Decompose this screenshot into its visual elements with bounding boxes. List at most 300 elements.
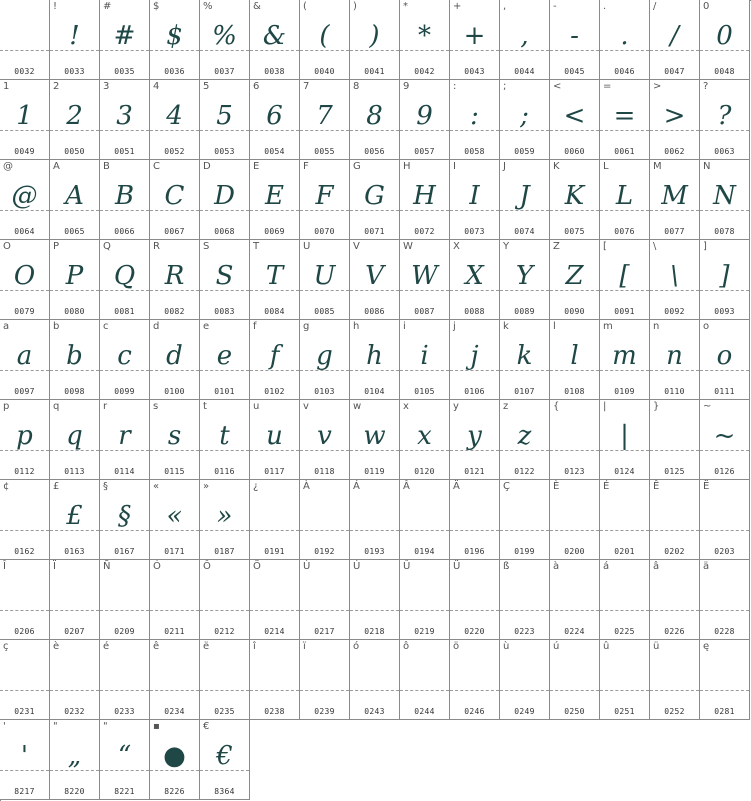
character-code: 0250 [564,707,585,716]
glyph-cell[interactable] [650,560,700,640]
glyph-preview [550,416,599,456]
glyph-cell[interactable] [300,480,350,560]
glyph-preview [250,496,299,536]
glyph-preview: y [467,421,482,451]
glyph-preview [100,576,149,616]
glyph-preview: % [212,21,237,51]
glyph-cell[interactable] [50,560,100,640]
glyph-cell[interactable] [150,240,200,320]
glyph-cell[interactable] [50,80,100,160]
glyph-cell[interactable] [600,0,650,80]
character-label: < [553,81,562,92]
glyph-cell[interactable] [0,0,50,80]
character-label: « [153,481,160,492]
glyph-cell[interactable] [700,240,750,320]
character-code: 0050 [64,147,85,156]
glyph-preview: T [265,261,284,291]
character-code: 0234 [164,707,185,716]
character-label: Ô [203,561,211,572]
glyph-cell[interactable] [650,400,700,480]
character-label: } [653,401,660,412]
glyph-cell[interactable] [350,560,400,640]
character-code: 0067 [164,227,185,236]
glyph-preview: e [216,341,233,371]
character-label: » [203,481,210,492]
glyph-preview: h [366,341,383,371]
glyph-cell[interactable] [250,560,300,640]
glyph-cell[interactable] [150,480,200,560]
character-label: | [603,401,607,412]
character-label: € [203,721,210,732]
glyph-cell[interactable] [600,560,650,640]
glyph-cell[interactable] [50,320,100,400]
glyph-cell[interactable] [400,320,450,400]
glyph-cell[interactable] [150,560,200,640]
character-code: 0033 [64,67,85,76]
character-label: w [353,401,362,412]
glyph-cell[interactable] [500,400,550,480]
glyph-preview [550,656,599,696]
glyph-cell[interactable] [700,320,750,400]
character-label: ) [353,1,357,12]
glyph-cell[interactable] [600,640,650,720]
glyph-cell[interactable] [450,400,500,480]
glyph-preview [500,496,549,536]
glyph-cell[interactable] [200,640,250,720]
character-code: 0114 [114,467,135,476]
glyph-preview [650,496,699,536]
character-code: 0068 [214,227,235,236]
character-label: r [103,401,108,412]
glyph-cell[interactable] [550,320,600,400]
glyph-preview: 6 [266,101,283,131]
glyph-cell[interactable] [100,480,150,560]
glyph-cell[interactable] [700,400,750,480]
glyph-cell[interactable] [100,0,150,80]
glyph-cell[interactable] [400,640,450,720]
character-code: 0076 [614,227,635,236]
character-label: û [603,641,610,652]
glyph-preview: 9 [416,101,433,131]
glyph-cell[interactable] [600,480,650,560]
glyph-cell[interactable] [550,240,600,320]
glyph-preview: W [411,261,438,291]
glyph-preview: + [463,21,486,51]
glyph-cell[interactable] [350,160,400,240]
glyph-preview: & [262,21,287,51]
glyph-cell[interactable] [700,640,750,720]
character-label: Z [553,241,560,252]
character-label: ! [53,1,58,12]
character-label: Ö [253,561,261,572]
glyph-cell[interactable] [600,160,650,240]
glyph-preview: g [316,341,333,371]
glyph-cell[interactable] [250,320,300,400]
glyph-preview: a [16,341,33,371]
glyph-cell[interactable] [450,240,500,320]
glyph-preview: P [65,261,84,291]
glyph-cell[interactable] [300,80,350,160]
character-code: 0066 [114,227,135,236]
character-code: 0069 [264,227,285,236]
glyph-cell[interactable] [50,160,100,240]
glyph-cell[interactable] [0,80,50,160]
character-code: 0239 [314,707,335,716]
glyph-cell[interactable] [200,560,250,640]
character-code: 0060 [564,147,585,156]
character-label: R [153,241,160,252]
glyph-cell[interactable] [500,160,550,240]
glyph-preview [400,656,449,696]
glyph-cell[interactable] [0,720,50,800]
glyph-cell[interactable] [650,240,700,320]
character-label: ï [303,641,306,652]
character-code: 0062 [664,147,685,156]
glyph-cell[interactable] [100,560,150,640]
glyph-cell[interactable] [350,80,400,160]
character-code: 0233 [114,707,135,716]
character-label: L [603,161,609,172]
character-code: 0058 [464,147,485,156]
character-label: M [653,161,662,172]
character-label: [ [603,241,607,252]
glyph-cell[interactable] [100,400,150,480]
glyph-cell[interactable] [350,0,400,80]
glyph-cell[interactable] [250,0,300,80]
glyph-cell[interactable] [350,400,400,480]
glyph-cell[interactable] [400,0,450,80]
glyph-cell[interactable] [0,480,50,560]
glyph-cell[interactable] [400,400,450,480]
character-label: Ü [453,561,461,572]
character-label: ú [553,641,560,652]
character-label: X [453,241,460,252]
glyph-cell[interactable] [650,80,700,160]
character-code: 0194 [414,547,435,556]
character-label: = [603,81,612,92]
character-code: 0120 [414,467,435,476]
glyph-cell[interactable] [200,720,250,800]
glyph-preview: - [570,21,579,51]
glyph-preview [0,16,49,56]
glyph-preview: D [214,181,235,211]
character-code: 0281 [714,707,735,716]
character-label: Á [353,481,360,492]
glyph-preview [550,576,599,616]
character-label: ë [203,641,210,652]
glyph-cell[interactable] [350,480,400,560]
glyph-cell[interactable] [250,400,300,480]
glyph-preview: f [269,341,280,371]
character-code: 0084 [264,307,285,316]
glyph-preview: $ [166,21,183,51]
character-code: 0218 [364,627,385,636]
glyph-cell[interactable] [0,640,50,720]
character-code: 0036 [164,67,185,76]
character-label: ù [503,641,510,652]
character-label: î [253,641,256,652]
glyph-cell[interactable] [100,80,150,160]
glyph-cell[interactable] [400,80,450,160]
character-code: 0191 [264,547,285,556]
glyph-preview [450,656,499,696]
glyph-cell[interactable] [400,160,450,240]
character-code: 0101 [214,387,235,396]
glyph-preview: @ [11,181,38,211]
glyph-cell[interactable] [500,240,550,320]
character-label: Î [3,561,6,572]
glyph-preview [650,656,699,696]
glyph-cell[interactable] [100,160,150,240]
character-code: 0063 [714,147,735,156]
character-code: 0220 [464,627,485,636]
glyph-cell[interactable] [200,160,250,240]
glyph-cell[interactable] [350,640,400,720]
glyph-cell[interactable] [200,320,250,400]
glyph-preview [450,576,499,616]
glyph-cell[interactable] [100,640,150,720]
glyph-cell[interactable] [500,480,550,560]
glyph-cell[interactable] [50,720,100,800]
glyph-cell[interactable] [400,480,450,560]
glyph-cell[interactable] [50,640,100,720]
glyph-cell[interactable] [500,560,550,640]
character-code: 0049 [14,147,35,156]
character-code: 0251 [614,707,635,716]
glyph-preview: c [117,341,132,371]
character-label: Ê [653,481,660,492]
glyph-cell[interactable] [250,480,300,560]
glyph-preview: > [663,101,686,131]
character-code: 0082 [164,307,185,316]
glyph-preview [50,656,99,696]
glyph-preview [350,656,399,696]
glyph-cell[interactable] [600,80,650,160]
character-label: I [453,161,456,172]
character-label: È [553,481,560,492]
glyph-preview: B [114,181,135,211]
glyph-cell[interactable] [550,160,600,240]
glyph-preview: ] [719,261,730,291]
glyph-cell[interactable] [300,320,350,400]
character-code: 0106 [464,387,485,396]
glyph-cell[interactable] [100,320,150,400]
character-code: 0163 [64,547,85,556]
character-label: $ [153,1,160,12]
glyph-cell[interactable] [400,560,450,640]
glyph-preview: p [16,421,33,451]
glyph-preview: 2 [66,101,83,131]
glyph-cell[interactable] [550,0,600,80]
glyph-cell[interactable] [250,160,300,240]
glyph-cell[interactable] [600,240,650,320]
glyph-preview: o [716,341,733,371]
glyph-preview: 5 [216,101,233,131]
glyph-preview: Q [113,261,136,291]
glyph-cell[interactable] [450,640,500,720]
character-code: 0087 [414,307,435,316]
glyph-cell[interactable] [150,80,200,160]
character-code: 0226 [664,627,685,636]
character-label: \ [653,241,657,252]
character-label: ? [703,81,709,92]
glyph-cell[interactable] [500,80,550,160]
glyph-cell[interactable] [650,0,700,80]
character-label: " [103,721,108,732]
glyph-cell[interactable] [0,160,50,240]
glyph-cell[interactable] [150,320,200,400]
character-code: 0119 [364,467,385,476]
glyph-cell[interactable] [450,160,500,240]
glyph-cell[interactable] [550,80,600,160]
character-label: ß [503,561,510,572]
character-code: 0108 [564,387,585,396]
glyph-cell[interactable] [700,480,750,560]
glyph-cell[interactable] [300,560,350,640]
glyph-cell[interactable] [450,480,500,560]
character-label: c [103,321,109,332]
glyph-cell[interactable] [200,240,250,320]
character-code: 0092 [664,307,685,316]
glyph-preview: ~ [713,421,736,451]
glyph-cell[interactable] [50,400,100,480]
character-label: q [53,401,60,412]
glyph-cell[interactable] [50,480,100,560]
glyph-preview [700,496,749,536]
character-label: ç [3,641,9,652]
glyph-cell[interactable] [550,640,600,720]
glyph-cell[interactable] [100,240,150,320]
glyph-preview: z [517,421,532,451]
character-code: 0111 [714,387,735,396]
glyph-cell[interactable] [150,400,200,480]
glyph-preview [150,576,199,616]
glyph-cell[interactable] [650,640,700,720]
glyph-cell[interactable] [300,160,350,240]
glyph-cell[interactable] [650,160,700,240]
character-code: 0214 [264,627,285,636]
character-code: 0207 [64,627,85,636]
character-label: Ï [53,561,56,572]
character-code: 0201 [614,547,635,556]
glyph-cell[interactable] [200,480,250,560]
character-label: ] [703,241,707,252]
glyph-cell[interactable] [600,400,650,480]
glyph-cell[interactable] [300,240,350,320]
glyph-cell[interactable] [450,320,500,400]
glyph-cell[interactable] [0,320,50,400]
glyph-preview [650,576,699,616]
character-code: 0061 [614,147,635,156]
character-code: 0212 [214,627,235,636]
character-label: z [503,401,509,412]
glyph-cell[interactable] [250,640,300,720]
character-code: 0219 [414,627,435,636]
glyph-cell[interactable] [700,80,750,160]
glyph-preview [700,656,749,696]
glyph-cell[interactable] [700,160,750,240]
character-label: t [203,401,207,412]
character-label: K [553,161,560,172]
glyph-cell[interactable] [600,320,650,400]
glyph-cell[interactable] [150,0,200,80]
glyph-cell[interactable] [50,0,100,80]
character-code: 0192 [314,547,335,556]
character-label: ▪ [153,721,160,732]
glyph-cell[interactable] [450,80,500,160]
character-code: 0088 [464,307,485,316]
glyph-cell[interactable] [150,160,200,240]
glyph-cell[interactable] [100,720,150,800]
glyph-cell[interactable] [200,0,250,80]
glyph-preview: M [661,181,688,211]
glyph-cell[interactable] [150,640,200,720]
glyph-cell[interactable] [0,560,50,640]
glyph-cell[interactable] [450,0,500,80]
character-code: 0228 [714,627,735,636]
glyph-cell[interactable] [650,480,700,560]
character-label: # [103,1,112,12]
character-label: d [153,321,160,332]
glyph-cell[interactable] [700,560,750,640]
glyph-cell[interactable] [400,240,450,320]
character-code: 0200 [564,547,585,556]
glyph-cell[interactable] [550,400,600,480]
glyph-preview: ; [520,101,529,131]
glyph-cell[interactable] [550,560,600,640]
glyph-cell[interactable] [300,400,350,480]
glyph-cell[interactable] [50,240,100,320]
character-code: 8364 [214,787,235,796]
character-label: & [253,1,261,12]
glyph-preview: n [666,341,683,371]
glyph-cell[interactable] [350,320,400,400]
glyph-cell[interactable] [450,560,500,640]
glyph-preview: € [216,741,233,771]
glyph-cell[interactable] [250,80,300,160]
glyph-cell[interactable] [300,0,350,80]
character-label: P [53,241,60,252]
character-label: k [503,321,509,332]
character-label: : [453,81,457,92]
glyph-preview [550,496,599,536]
glyph-cell[interactable] [500,320,550,400]
glyph-cell[interactable] [250,240,300,320]
glyph-cell[interactable] [0,240,50,320]
glyph-preview: m [612,341,637,371]
glyph-cell[interactable] [700,0,750,80]
character-label: è [53,641,60,652]
glyph-cell[interactable] [0,400,50,480]
glyph-cell[interactable] [500,0,550,80]
glyph-cell[interactable] [200,400,250,480]
character-label: Û [403,561,411,572]
glyph-preview: 3 [116,101,133,131]
glyph-preview: 0 [716,21,733,51]
glyph-cell[interactable] [350,240,400,320]
glyph-cell[interactable] [200,80,250,160]
character-code: 0074 [514,227,535,236]
character-code: 0199 [514,547,535,556]
glyph-cell[interactable] [150,720,200,800]
glyph-cell[interactable] [500,640,550,720]
character-label: T [253,241,260,252]
glyph-cell[interactable] [300,640,350,720]
character-label: Ù [303,561,311,572]
glyph-cell[interactable] [650,320,700,400]
glyph-cell[interactable] [550,480,600,560]
character-code: 0123 [564,467,585,476]
